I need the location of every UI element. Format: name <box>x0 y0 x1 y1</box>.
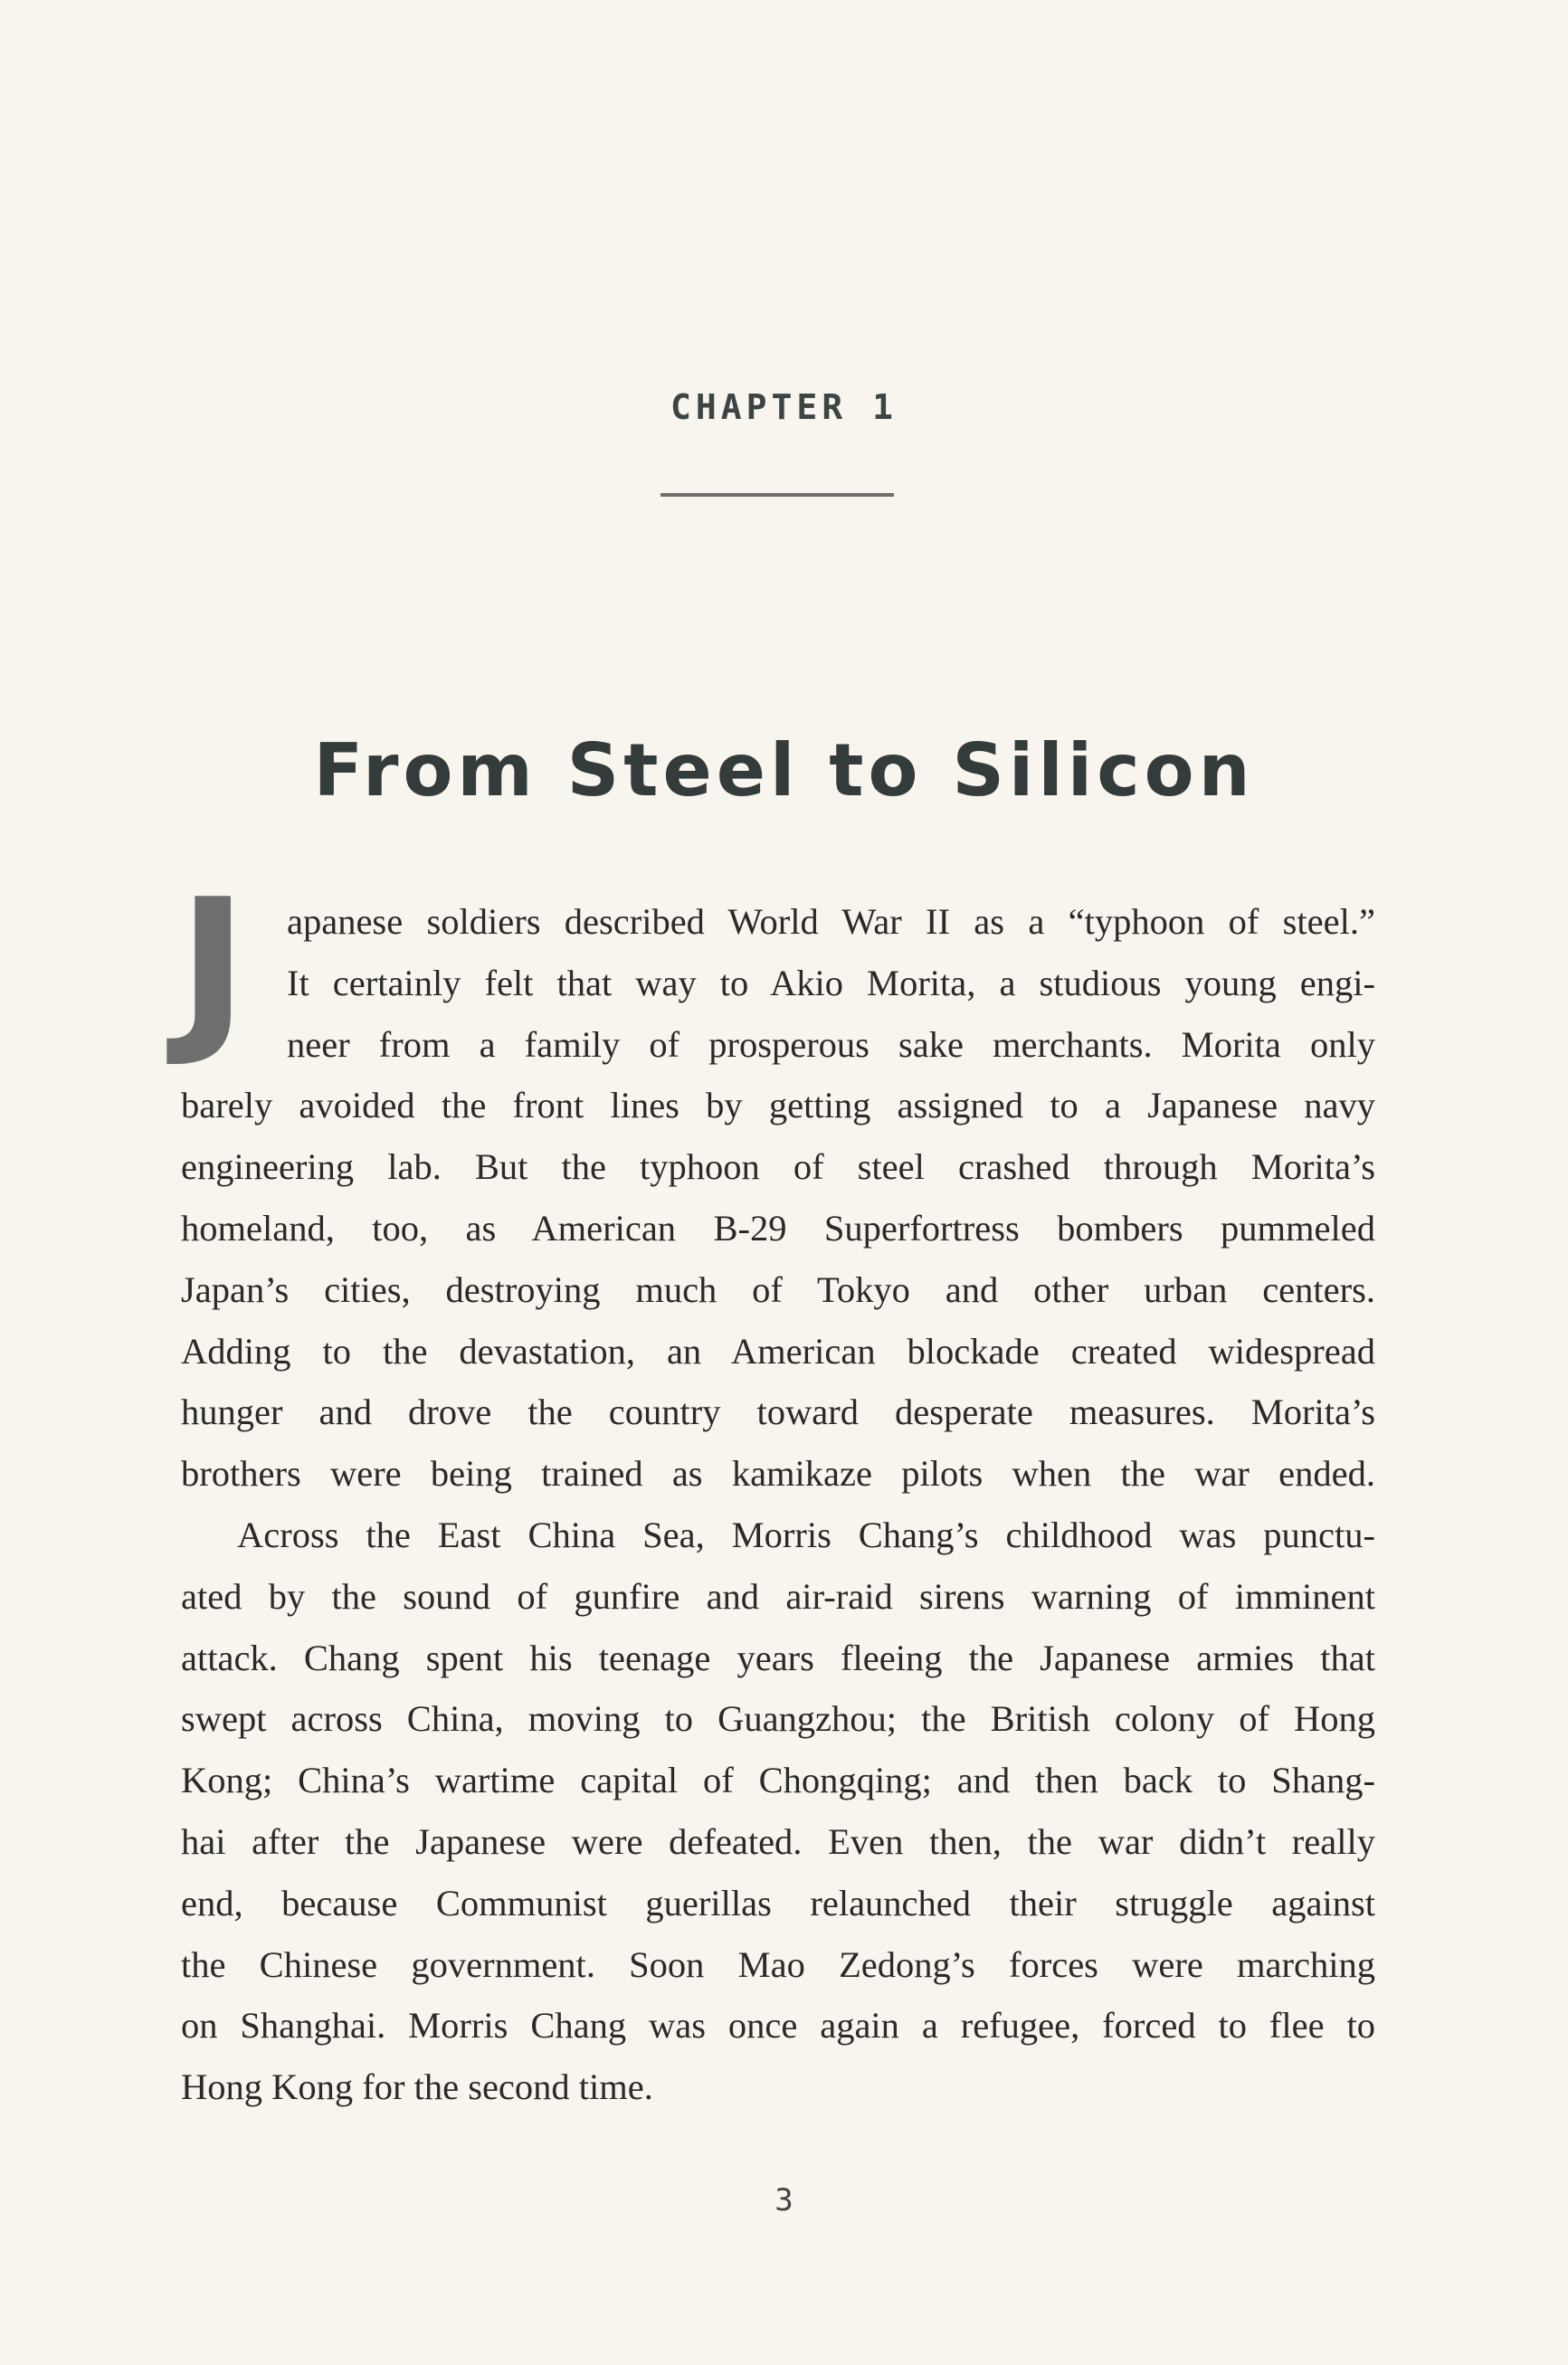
text-line: barely avoided the front lines by getting assigned to a Japanese navy <box>181 1085 1375 1126</box>
text-line: Adding to the devastation, an American blockade created widespread <box>181 1330 1375 1372</box>
text-line: Hong Kong for the second time. <box>181 2066 653 2108</box>
text-line: ated by the sound of gunfire and air-raid sirens warning of imminent <box>181 1575 1375 1617</box>
text-line: swept across China, moving to Guangzhou; the British colony of Hong <box>181 1698 1375 1740</box>
drop-cap: J <box>177 860 249 1071</box>
chapter-label: CHAPTER 1 <box>670 387 898 427</box>
text-line: hai after the Japanese were defeated. Even then, the war didn’t really <box>181 1820 1375 1862</box>
text-line: Japan’s cities, destroying much of Tokyo and other urban centers. <box>181 1268 1375 1310</box>
paragraph-1 <box>181 891 1375 1505</box>
text-line: apanese soldiers described World War II as a “typhoon of steel.” <box>287 901 1375 942</box>
chapter-rule-divider <box>660 493 894 497</box>
paragraph-2 <box>181 1505 1375 2118</box>
text-line: the Chinese government. Soon Mao Zedong’s forces were marching <box>181 1943 1375 1985</box>
text-line: Kong; China’s wartime capital of Chongqing; and then back to Shang- <box>181 1760 1375 1801</box>
text-line: end, because Communist guerillas relaunched their struggle against <box>181 1882 1375 1923</box>
text-line: hunger and drove the country toward desperate measures. Morita’s <box>181 1391 1375 1433</box>
text-line: on Shanghai. Morris Chang was once again a refugee, forced to flee to <box>181 2005 1375 2047</box>
body-text <box>181 891 1375 2118</box>
text-line: attack. Chang spent his teenage years fleeing the Japanese armies that <box>181 1637 1375 1678</box>
text-line: neer from a family of prosperous sake merchants. Morita only <box>287 1023 1375 1065</box>
text-line: It certainly felt that way to Akio Morita, a studious young engi- <box>287 962 1375 1003</box>
text-line: brothers were being trained as kamikaze pilots when the war ended. <box>181 1453 1375 1495</box>
text-line: Across the East China Sea, Morris Chang’s childhood was punctu- <box>237 1514 1375 1555</box>
chapter-title: From Steel to Silicon <box>313 728 1255 812</box>
text-line: engineering lab. But the typhoon of steel crashed through Morita’s <box>181 1146 1375 1188</box>
text-line: homeland, too, as American B-29 Superfortress bombers pummeled <box>181 1207 1375 1249</box>
page-number: 3 <box>774 2182 794 2218</box>
